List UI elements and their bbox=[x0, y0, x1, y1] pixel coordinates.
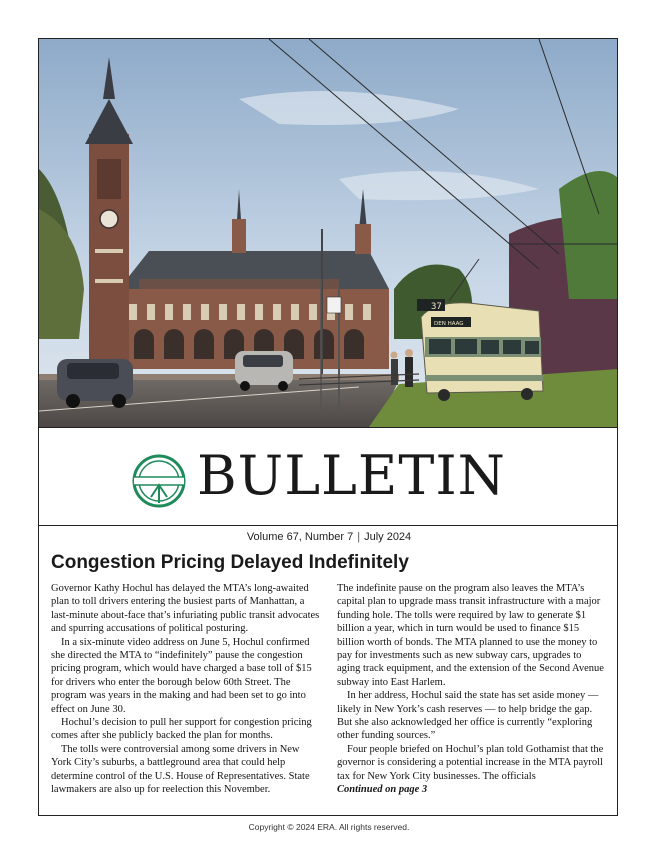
issue-volume: Volume 67, Number 7 bbox=[246, 531, 354, 543]
article-paragraph: Four people briefed on Hochul’s plan told Gothamist that the governor is considering a potential increase in the MTA payroll tax for New York City businesses. The officials bbox=[337, 743, 604, 782]
article-paragraph: In a six-minute video address on June 5, Hochul confirmed she directed the MTA to “indefinitely” pause the congestion pricing program, which would have charged a base toll of $15 for drivers who enter the borough below 60th Street. The program was years in the making and had been set to go into effect on June 30. bbox=[51, 636, 312, 715]
cover-photo bbox=[39, 39, 618, 428]
copyright-notice: Copyright © 2024 ERA. All rights reserved. bbox=[248, 822, 410, 832]
cover-photo-illustration bbox=[39, 39, 618, 427]
article-paragraph: The tolls were controversial among some drivers in New York City’s suburbs, a battleground area that could help determine control of the U.S. House of Representatives. State lawmakers are also up for reelection this November. bbox=[51, 743, 310, 796]
article-paragraph: Governor Kathy Hochul has delayed the MTA’s long-awaited plan to toll drivers entering the busiest parts of Manhattan, a last-minute about-face that’s infuriating public transit advocates and spurring accusations of political posturing. bbox=[51, 583, 320, 635]
article-paragraph: In her address, Hochul said the state has set aside money — likely in New York’s cash reserves — to help bridge the gap. But she also acknowledged her office is currently “exploring other funding sources.” bbox=[337, 690, 599, 742]
tram-number: 37 bbox=[431, 302, 442, 312]
era-logo-icon bbox=[131, 453, 187, 509]
tram-destination-sign: DEN HAAG bbox=[434, 321, 464, 327]
continued-link[interactable]: Continued on page 3 bbox=[337, 784, 428, 796]
issue-date: July 2024 bbox=[364, 531, 412, 543]
issue-info bbox=[39, 531, 618, 543]
article-headline: Congestion Pricing Delayed Indefinitely bbox=[51, 552, 409, 573]
article-right-column bbox=[337, 582, 607, 797]
article-paragraph: The indefinite pause on the program also leaves the MTA’s capital plan to upgrade mass transit infrastructure with a major funding hole. The tolls were required by law to generate $1 billion a year, which in turn would be used to finance $15 billion worth of bonds. The MTA planned to use the money to pay for investments such as new subway cars, upgrades to aging track equipment, and the extension of the Second Avenue subway into East Harlem. bbox=[337, 583, 604, 688]
issue-separator: | bbox=[357, 531, 361, 543]
masthead bbox=[39, 427, 618, 525]
publication-title: BULLETIN bbox=[197, 444, 506, 507]
bulletin-page bbox=[38, 38, 618, 816]
article-paragraph: Hochul’s decision to pull her support for congestion pricing comes after she publicly backed the plan for months. bbox=[51, 717, 312, 742]
article-left-column bbox=[51, 582, 321, 797]
masthead-divider bbox=[39, 525, 618, 526]
